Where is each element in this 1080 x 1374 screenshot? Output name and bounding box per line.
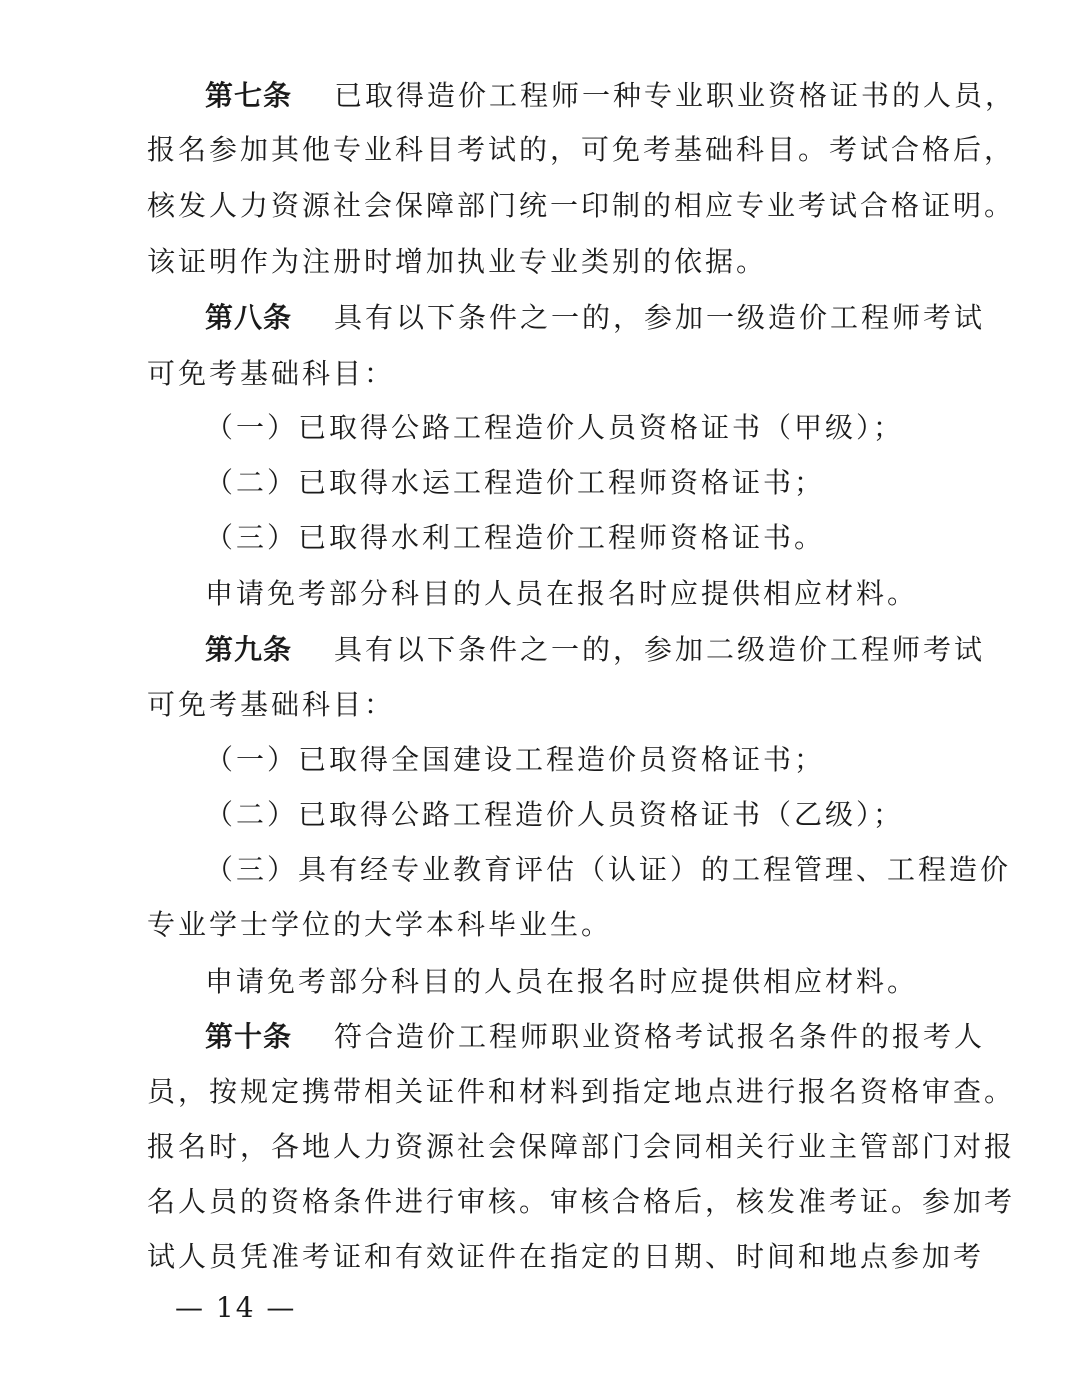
article-8-item-1: （一）已取得公路工程造价人员资格证书（甲级）；: [205, 411, 905, 444]
article-7-line-2: 报名参加其他专业科目考试的，可免考基础科目。考试合格后，: [147, 133, 1016, 166]
article-7-line-3: 核发人力资源社会保障部门统一印制的相应专业考试合格证明。: [147, 189, 1016, 222]
article-8-note: 申请免考部分科目的人员在报名时应提供相应材料。: [205, 577, 919, 610]
article-10-line-4: 名人员的资格条件进行审核。审核合格后，核发准考证。参加考: [147, 1185, 1016, 1218]
article-9-item-1: （一）已取得全国建设工程造价员资格证书；: [205, 743, 826, 776]
article-10-line-2: 员，按规定携带相关证件和材料到指定地点进行报名资格审查。: [147, 1075, 1016, 1108]
article-9-item-3-line-1: （三）具有经专业教育评估（认证）的工程管理、工程造价: [205, 853, 1012, 886]
article-heading: 第十条: [205, 1020, 293, 1053]
article-8-item-3: （三）已取得水利工程造价工程师资格证书。: [205, 521, 826, 554]
article-9-line-2: 可免考基础科目：: [147, 688, 396, 721]
article-9-note: 申请免考部分科目的人员在报名时应提供相应材料。: [205, 965, 919, 998]
article-10-line-5: 试人员凭准考证和有效证件在指定的日期、时间和地点参加考: [147, 1240, 985, 1273]
article-8-line-2: 可免考基础科目：: [147, 357, 396, 390]
article-heading: 第八条: [205, 301, 293, 334]
article-10-line-1: 第十条 符合造价工程师职业资格考试报名条件的报考人: [205, 1020, 986, 1053]
article-8-line-1: 第八条 具有以下条件之一的，参加一级造价工程师考试: [205, 301, 986, 334]
article-9-item-2: （二）已取得公路工程造价人员资格证书（乙级）；: [205, 798, 905, 831]
page-number: — 14 —: [175, 1291, 297, 1324]
article-8-item-2: （二）已取得水运工程造价工程师资格证书；: [205, 466, 826, 499]
article-9-item-3-line-2: 专业学士学位的大学本科毕业生。: [147, 908, 613, 941]
article-heading: 第七条: [205, 79, 293, 112]
article-10-line-3: 报名时，各地人力资源社会保障部门会同相关行业主管部门对报: [147, 1130, 1016, 1163]
article-7-line-1: 第七条 已取得造价工程师一种专业职业资格证书的人员，: [205, 79, 1017, 112]
article-7-line-4: 该证明作为注册时增加执业专业类别的依据。: [147, 245, 768, 278]
article-heading: 第九条: [205, 633, 293, 666]
article-9-line-1: 第九条 具有以下条件之一的，参加二级造价工程师考试: [205, 633, 986, 666]
